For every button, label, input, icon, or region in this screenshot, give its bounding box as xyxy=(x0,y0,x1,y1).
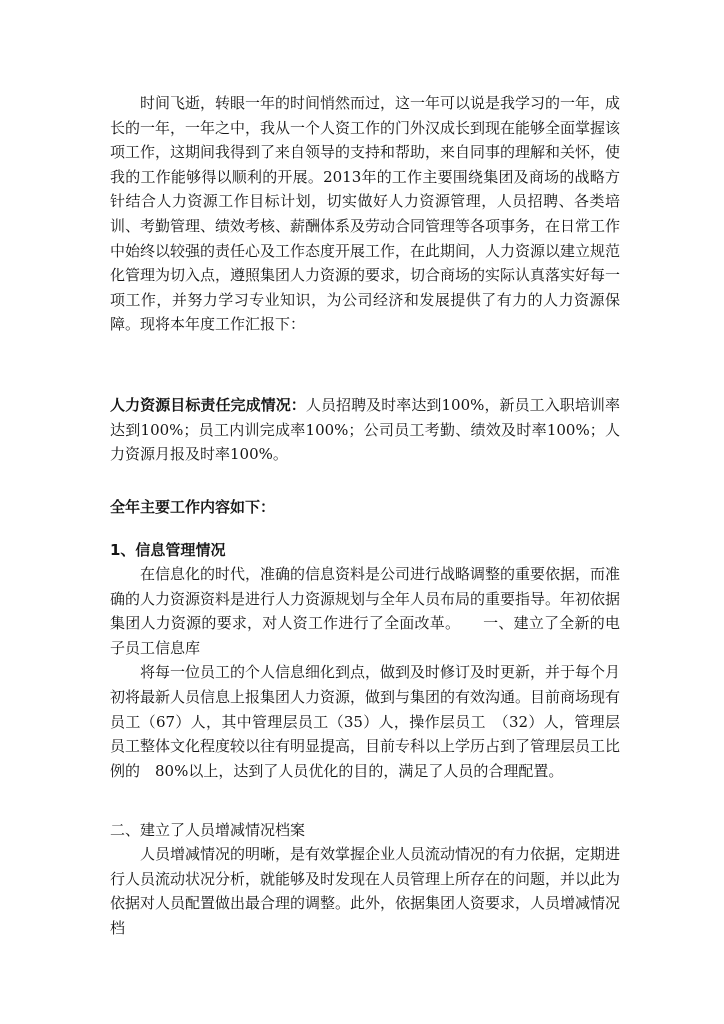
section2-body xyxy=(110,842,620,940)
section1-heading: 1、信息管理情况 xyxy=(110,541,226,559)
section1-paragraph-2: 将每一位员工的个人信息细化到点，做到及时修订及时更新，并于每个月初将最新人员信息上报集团人力资源，做到与集团的有效沟通。目前商场现有员工（67）人，其中管理层员工（35）人，操作层员工 （32）人，管理层员工整体文化程度较以往有明显提高，目前专科以上学历占到了管理层员工比例的 80%以上，达到了人员优化的目的，满足了人员的合理配置。 xyxy=(110,663,621,780)
section1-body xyxy=(110,562,620,783)
target-paragraph xyxy=(110,393,620,467)
section1-paragraph: 在信息化的时代，准确的信息资料是公司进行战略调整的重要依据，而准确的人力资源资料是进行人力资源规划与全年人员布局的重要指导。年初依据集团人力资源的要求，对人资工作进行了全面改革。 一、建立了全新的电子员工信息库 xyxy=(110,565,621,657)
target-section xyxy=(110,393,620,467)
intro-paragraph: 时间飞逝，转眼一年的时间悄然而过，这一年可以说是我学习的一年，成长的一年，一年之中，我从一个人资工作的门外汉成长到现在能够全面掌握该项工作，这期间我得到了来自领导的支持和帮助，来自同事的理解和关怀，使我的工作能够得以顺利的开展。2013年的工作主要围绕集团及商场的战略方针结合人力资源工作目标计划，切实做好人力资源管理，人员招聘、各类培训、考勤管理、绩效考核、薪酬体系及劳动合同管理等各项事务，在日常工作中始终以较强的责任心及工作态度开展工作，在此期间，人力资源以建立规范化管理为切入点，遵照集团人力资源的要求，切合商场的实际认真落实好每一项工作，并努力学习专业知识，为公司经济和发展提供了有力的人力资源保障。现将本年度工作汇报下： xyxy=(110,94,621,334)
intro-section xyxy=(110,91,620,337)
target-label: 人力资源目标责任完成情况： xyxy=(110,396,306,414)
target-text: 人员招聘及时率达到100%，新员工入职培训率达到100%；员工内训完成率100%；公司员工考勤、绩效及时率100%；人力资源月报及时率100%。 xyxy=(110,396,620,464)
summary-heading: 全年主要工作内容如下： xyxy=(110,498,276,516)
section2-paragraph: 人员增减情况的明晰，是有效掌握企业人员流动情况的有力依据，定期进行人员流动状况分析，就能够及时发现在人员管理上所存在的问题，并以此为依据对人员配置做出最合理的调整。此外，依据集团人资要求，人员增减情况档 xyxy=(110,845,621,937)
section2-heading: 二、建立了人员增减情况档案 xyxy=(110,821,306,839)
